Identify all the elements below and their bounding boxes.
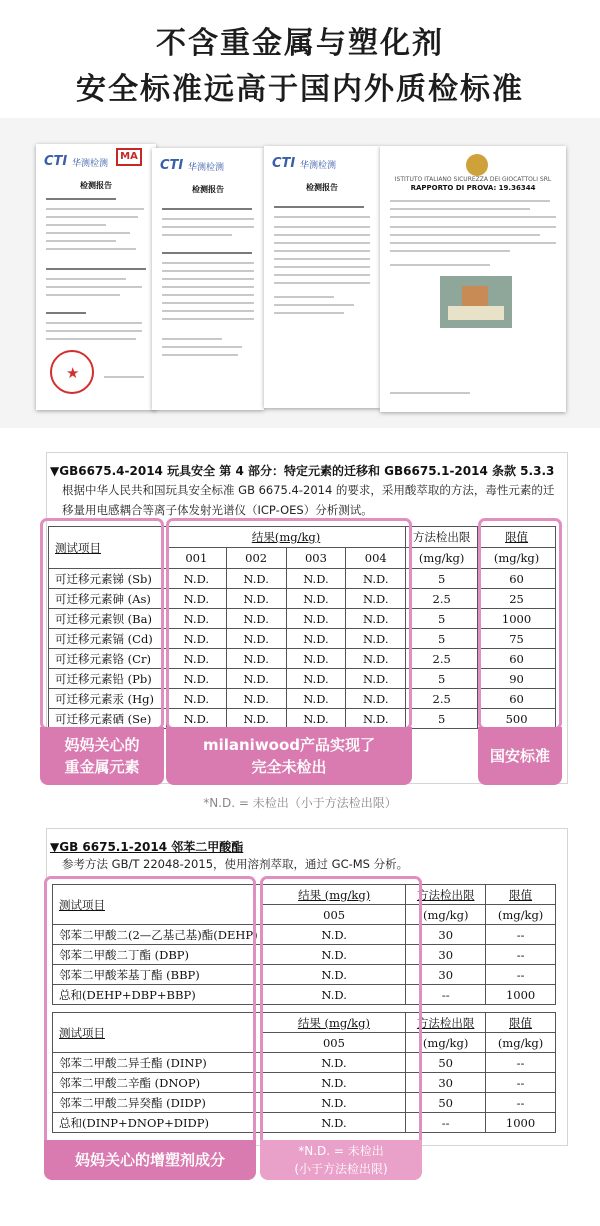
result-004: N.D. [346, 649, 406, 669]
header-mdl-unit: (mg/kg) [406, 905, 486, 925]
report-thumbnail-3 [264, 146, 380, 408]
method-detection-limit: 2.5 [406, 589, 478, 609]
test-item: 邻苯二甲酸苯基丁酯 (BBP) [53, 965, 263, 985]
report-title: 检测报告 [306, 183, 338, 192]
result-004: N.D. [346, 669, 406, 689]
cti-logo-text: 华测检测 [300, 161, 337, 171]
method-detection-limit: 50 [406, 1093, 486, 1113]
limit-value: 1000 [486, 1113, 556, 1133]
result-003: N.D. [286, 629, 346, 649]
report-title: 检测报告 [80, 181, 112, 190]
result-005: N.D. [262, 1113, 406, 1133]
red-seal-icon: ★ [50, 350, 94, 394]
result-002: N.D. [226, 629, 286, 649]
limit-value: -- [486, 1053, 556, 1073]
report-title: 检测报告 [192, 185, 224, 194]
method-detection-limit: 30 [406, 925, 486, 945]
header-result: 结果 (mg/kg) [262, 1013, 406, 1033]
header-limit-unit: (mg/kg) [486, 1033, 556, 1053]
result-004: N.D. [346, 589, 406, 609]
method-detection-limit: 30 [406, 945, 486, 965]
result-001: N.D. [166, 689, 226, 709]
test-item: 总和(DEHP+DBP+BBP) [53, 985, 263, 1005]
header-mdl-unit: (mg/kg) [406, 1033, 486, 1053]
result-004: N.D. [346, 689, 406, 709]
header-item: 测试项目 [53, 1013, 263, 1053]
result-003: N.D. [286, 569, 346, 589]
method-detection-limit: 5 [406, 669, 478, 689]
test-item: 可迁移元素硒 (Se) [49, 709, 167, 729]
test-item: 可迁移元素砷 (As) [49, 589, 167, 609]
test-item: 邻苯二甲酸二(2—乙基己基)酯(DEHP) [53, 925, 263, 945]
phthalate-title: ▼GB 6675.1-2014 邻苯二甲酸酯 [50, 840, 244, 854]
result-005: N.D. [262, 1053, 406, 1073]
report-thumbnail-italian [380, 146, 566, 412]
highlight-phthalate-results [260, 876, 422, 1146]
result-003: N.D. [286, 649, 346, 669]
method-detection-limit: -- [406, 1113, 486, 1133]
label-not-detected: milaniwood产品实现了 完全未检出 [166, 727, 412, 785]
result-005: N.D. [262, 1093, 406, 1113]
ma-stamp-icon: MA [116, 148, 142, 166]
test-item: 可迁移元素铬 (Cr) [49, 649, 167, 669]
result-002: N.D. [226, 709, 286, 729]
italian-report-title: RAPPORTO DI PROVA: 19.36344 [410, 184, 536, 192]
method-detection-limit: 5 [406, 609, 478, 629]
italian-seal-icon [466, 154, 488, 176]
result-003: N.D. [286, 709, 346, 729]
result-005: N.D. [262, 925, 405, 945]
limit-value: 25 [478, 589, 556, 609]
limit-value: -- [486, 1073, 556, 1093]
result-005: N.D. [262, 1073, 406, 1093]
label-plasticizer: 妈妈关心的增塑剂成分 [44, 1140, 256, 1180]
limit-value: 1000 [486, 985, 556, 1005]
header-mdl-unit: (mg/kg) [406, 548, 478, 569]
result-002: N.D. [226, 609, 286, 629]
header-sample: 005 [262, 905, 405, 925]
method-detection-limit: 30 [406, 965, 486, 985]
test-item: 可迁移元素镉 (Cd) [49, 629, 167, 649]
test-item: 邻苯二甲酸二辛酯 (DNOP) [53, 1073, 263, 1093]
phthalate-description: 参考方法 GB/T 22048-2015，使用溶剂萃取，通过 GC-MS 分析。 [62, 857, 409, 871]
result-003: N.D. [286, 589, 346, 609]
highlight-limits [478, 518, 562, 730]
header-limit: 限值 [478, 527, 556, 548]
heavy-metal-description: 根据中华人民共和国玩具安全标准 GB 6675.4-2014 的要求，采用酸萃取的方法，毒性元素的迁移量用电感耦合等离子体发射光谱仪（ICP-OES）分析测试。 [62, 483, 555, 517]
result-003: N.D. [286, 689, 346, 709]
header-limit: 限值 [486, 885, 556, 905]
highlight-phthalate-items [44, 876, 256, 1146]
result-001: N.D. [166, 669, 226, 689]
result-004: N.D. [346, 629, 406, 649]
limit-value: -- [486, 945, 556, 965]
method-detection-limit: 5 [406, 569, 478, 589]
result-002: N.D. [226, 649, 286, 669]
result-005: N.D. [262, 945, 405, 965]
label-heavy-metals: 妈妈关心的 重金属元素 [40, 727, 164, 785]
product-photo [440, 276, 512, 328]
limit-value: 75 [478, 629, 556, 649]
cti-logo-text: 华测检测 [188, 163, 225, 173]
result-002: N.D. [226, 569, 286, 589]
test-item: 可迁移元素锑 (Sb) [49, 569, 167, 589]
limit-value: 60 [478, 689, 556, 709]
limit-value: 90 [478, 669, 556, 689]
header-mdl: 方法检出限 [406, 527, 478, 548]
result-002: N.D. [226, 689, 286, 709]
label-nd-note: *N.D. = 未检出 (小于方法检出限) [260, 1140, 422, 1180]
headline-line-1: 不含重金属与塑化剂 [156, 26, 444, 61]
test-item: 可迁移元素铅 (Pb) [49, 669, 167, 689]
result-003: N.D. [286, 669, 346, 689]
limit-value: -- [486, 965, 556, 985]
highlight-items [40, 518, 164, 730]
header-limit: 限值 [486, 1013, 556, 1033]
header-result: 结果 (mg/kg) [262, 885, 405, 905]
report-thumbnail-1 [36, 144, 156, 410]
header-limit-unit: (mg/kg) [486, 905, 556, 925]
header-sample-001: 001 [166, 548, 226, 569]
method-detection-limit: -- [406, 985, 486, 1005]
result-001: N.D. [166, 569, 226, 589]
cti-logo: CTI [272, 156, 296, 171]
test-item: 邻苯二甲酸二异癸酯 (DIDP) [53, 1093, 263, 1113]
limit-value: 60 [478, 649, 556, 669]
header-limit-unit: (mg/kg) [478, 548, 556, 569]
limit-value: -- [486, 925, 556, 945]
result-001: N.D. [166, 649, 226, 669]
limit-value: 60 [478, 569, 556, 589]
header-sample-003: 003 [286, 548, 346, 569]
result-001: N.D. [166, 589, 226, 609]
header-result: 结果(mg/kg) [166, 527, 405, 548]
result-003: N.D. [286, 609, 346, 629]
limit-value: -- [486, 1093, 556, 1113]
report-thumbnails [0, 118, 600, 428]
method-detection-limit: 2.5 [406, 649, 478, 669]
result-004: N.D. [346, 609, 406, 629]
method-detection-limit: 2.5 [406, 689, 478, 709]
header-mdl: 方法检出限 [406, 885, 486, 905]
cti-logo: CTI [44, 154, 68, 169]
result-005: N.D. [262, 985, 405, 1005]
method-detection-limit: 5 [406, 709, 478, 729]
header-sample: 005 [262, 1033, 406, 1053]
label-national-standard: 国安标准 [478, 727, 562, 785]
result-002: N.D. [226, 669, 286, 689]
italian-institute: ISTITUTO ITALIANO SICUREZZA DEI GIOCATTOLI SRL [394, 176, 552, 183]
nd-note: *N.D. = 未检出（小于方法检出限） [203, 796, 397, 810]
test-item: 可迁移元素汞 (Hg) [49, 689, 167, 709]
report-thumbnail-2 [152, 148, 264, 410]
cti-logo-text: 华测检测 [72, 159, 109, 169]
limit-value: 1000 [478, 609, 556, 629]
header-sample-002: 002 [226, 548, 286, 569]
method-detection-limit: 30 [406, 1073, 486, 1093]
result-005: N.D. [262, 965, 405, 985]
header-item: 测试项目 [53, 885, 263, 925]
result-004: N.D. [346, 709, 406, 729]
result-001: N.D. [166, 709, 226, 729]
test-item: 总和(DINP+DNOP+DIDP) [53, 1113, 263, 1133]
cti-logo: CTI [160, 158, 184, 173]
result-002: N.D. [226, 589, 286, 609]
header-sample-004: 004 [346, 548, 406, 569]
result-004: N.D. [346, 569, 406, 589]
heavy-metal-title: ▼GB6675.4-2014 玩具安全 第 4 部分：特定元素的迁移和 GB6675.1-2014 条款 5.3.3 [50, 464, 555, 478]
result-001: N.D. [166, 609, 226, 629]
header-item: 测试项目 [49, 527, 167, 569]
test-item: 邻苯二甲酸二丁酯 (DBP) [53, 945, 263, 965]
method-detection-limit: 50 [406, 1053, 486, 1073]
method-detection-limit: 5 [406, 629, 478, 649]
limit-value: 500 [478, 709, 556, 729]
result-001: N.D. [166, 629, 226, 649]
header-mdl: 方法检出限 [406, 1013, 486, 1033]
test-item: 可迁移元素钡 (Ba) [49, 609, 167, 629]
test-item: 邻苯二甲酸二异壬酯 (DINP) [53, 1053, 263, 1073]
headline-line-2: 安全标准远高于国内外质检标准 [76, 72, 524, 107]
highlight-results [166, 518, 412, 730]
